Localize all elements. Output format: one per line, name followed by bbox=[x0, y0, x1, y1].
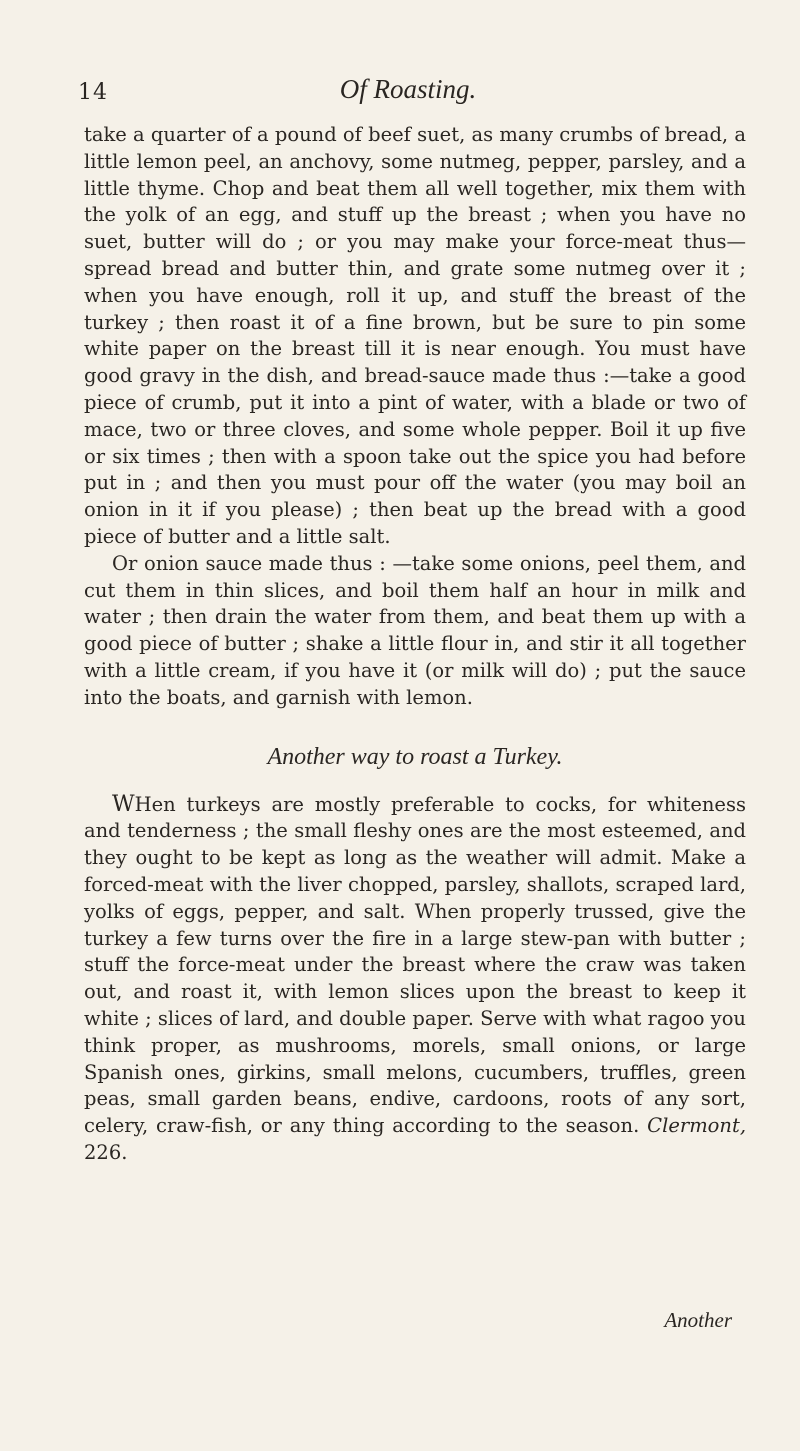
running-head bbox=[78, 74, 738, 120]
page-number: 14 bbox=[78, 80, 108, 105]
paragraph-stuffing: take a quarter of a pound of beef suet, as many crumbs of bread, a little lemon peel, an anchovy, some nutmeg, pepper, parsley, and a little thyme. Chop and beat them all well together, mix them with the yolk of an egg, and stuff up the breast ; when you have no suet, butter will do ; or you may make your force-meat thus—spread bread and butter thin, and grate some nutmeg over it ; when you have enough, roll it up, and stuff the breast of the turkey ; then roast it of a fine brown, but be sure to pin some white paper on the breast till it is near enough. You must have good gravy in the dish, and bread-sauce made thus :—take a good piece of crumb, put it into a pint of water, with a blade or two of mace, two or three cloves, and some whole pepper. Boil it up five or six times ; then with a spoon take out the spice you had before put in ; and then you must pour off the water (you may boil an onion in it if you please) ; then beat up the bread with a good piece of butter and a little salt. bbox=[84, 123, 746, 548]
source-citation: Clermont, bbox=[647, 1114, 747, 1138]
running-title: Of Roasting. bbox=[339, 74, 477, 104]
paragraph-another-way bbox=[84, 792, 746, 1167]
citation-page: 226. bbox=[84, 1140, 128, 1164]
section-heading: Another way to roast a Turkey. bbox=[267, 743, 563, 770]
body-text bbox=[84, 122, 746, 1167]
paragraph-onion-sauce: Or onion sauce made thus : —take some onions, peel them, and cut them in thin slices, and boil them half an hour in milk and water ; then drain the water from them, and beat them up with a good piece of butter ; shake a little flour in, and stir it all together with a little cream, if you have it (or milk will do) ; put the sauce into the boats, and garnish with lemon. bbox=[84, 551, 746, 709]
catchword: Another bbox=[664, 1308, 732, 1332]
drop-cap-letter: W bbox=[112, 791, 135, 817]
paragraph-another-way-text: Hen turkeys are mostly preferable to cocks, for whiteness and tenderness ; the small fleshy ones are the most esteemed, and they ought to be kept as long as the weather will admit. Make a forced-meat with the liver chopped, parsley, shallots, scraped lard, yolks of eggs, pepper, and salt. When properly trussed, give the turkey a few turns over the fire in a large stew-pan with butter ; stuff the force-meat under the breast where the craw was taken out, and roast it, with lemon slices upon the breast to keep it white ; slices of lard, and double paper. Serve with what ragoo you think proper, as mushrooms, morels, small onions, or large Spanish ones, girkins, small melons, cucumbers, truffles, green peas, small garden beans, endive, cardoons, roots of any sort, celery, craw-fish, or any thing according to the season. bbox=[84, 792, 746, 1138]
